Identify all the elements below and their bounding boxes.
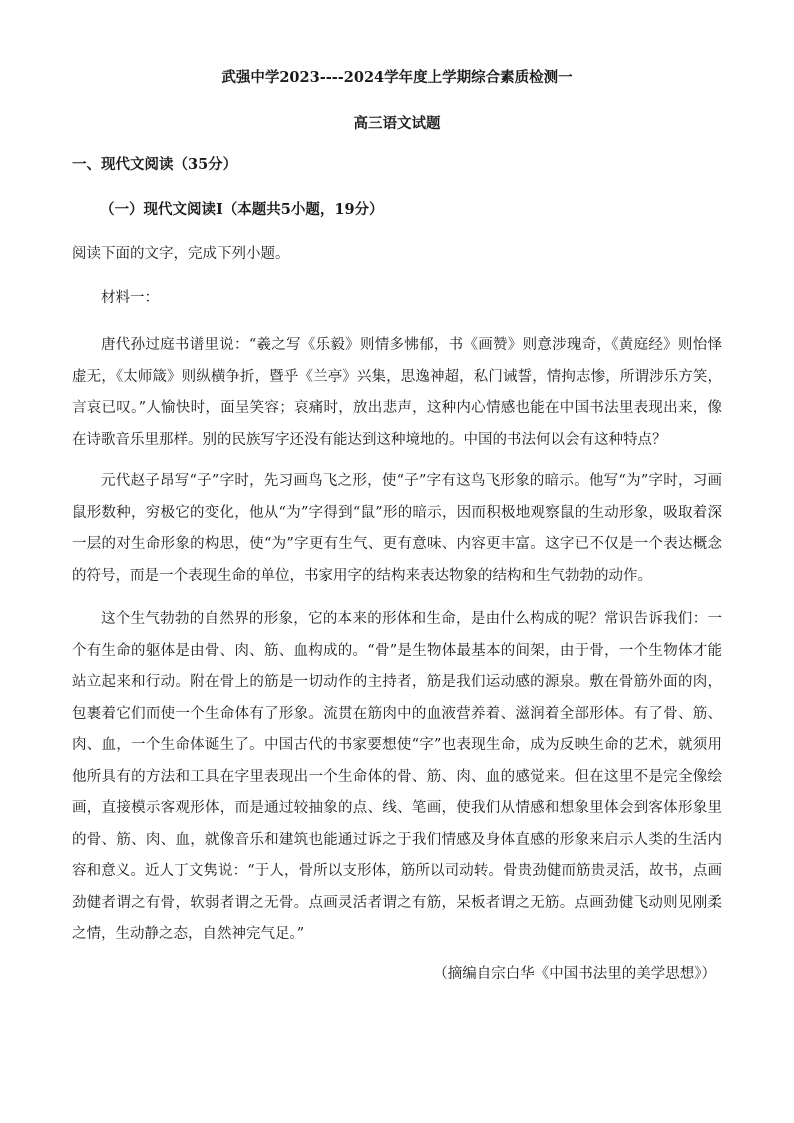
exam-title: 武强中学2023----2024学年度上学期综合素质检测一 <box>221 69 573 86</box>
source-citation: （摘编自宗白华《中国书法里的美学思想》） <box>433 966 716 982</box>
subject-title: 高三语文试题 <box>353 115 441 132</box>
material-label: 材料一： <box>101 290 159 306</box>
paragraph-3: 这个生气勃勃的自然界的形象，它的本来的形体和生命，是由什么构成的呢？常识告诉我们：一个有生命的躯体是由骨、肉、筋、血构成的。“骨”是生物体最基本的间架，由于骨，一个生物体才能站立起来和行动。附在骨上的筋是一切动作的主持者，筋是我们运动感的源泉。敷在骨筋外面的肉，包裹着它们而使一个生命体有了形象。流贯在筋肉中的血液营养着、滋润着全部形体。有了骨、筋、肉、血，一个生命体诞生了。中国古代的书家要想使“字”也表现生命，成为反映生命的艺术，就须用他所具有的方法和工具在字里表现出一个生命体的骨、筋、肉、血的感觉来。但在这里不是完全像绘画，直接模示客观形体，而是通过较抽象的点、线、笔画，使我们从情感和想象里体会到客体形象里的骨、筋、肉、血，就像音乐和建筑也能通过诉之于我们情感及身体直感的形象来启示人类的生活内容和意义。近人丁文隽说：“于人，骨所以支形体，筋所以司动转。骨贵劲健而筋贵灵活，故书，点画劲健者谓之有骨，软弱者谓之无骨。点画灵活者谓之有筋，呆板者谓之无筋。点画劲健飞动则见刚柔之情，生动静之态，自然神完气足。” <box>72 611 722 942</box>
section-subheading: （一）现代文阅读Ⅰ（本题共5小题，19分） <box>100 201 384 218</box>
instruction-text: 阅读下面的文字，完成下列小题。 <box>72 246 290 262</box>
paragraph-2: 元代赵子昂写“子”字时，先习画鸟飞之形，使“子”字有这鸟飞形象的暗示。他写“为”字时，习画鼠形数种，穷极它的变化，他从“为”字得到“鼠”形的暗示，因而积极地观察鼠的生动形象，吸取着深一层的对生命形象的构思，使“为”字更有生气、更有意味、内容更丰富。这字已不仅是一个表达概念的符号，而是一个表现生命的单位，书家用字的结构来表达物象的结构和生气勃勃的动作。 <box>72 473 722 584</box>
paragraph-1: 唐代孙过庭书谱里说：“羲之写《乐毅》则情多怫郁，书《画赞》则意涉瑰奇，《黄庭经》则怡怿虚无，《太师箴》则纵横争折，暨乎《兰亭》兴集，思逸神超，私门诫誓，情拘志惨，所谓涉乐方笑，言哀已叹。”人愉快时，面呈笑容；哀痛时，放出悲声，这种内心情感也能在中国书法里表现出来，像在诗歌音乐里那样。别的民族写字还没有能达到这种境地的。中国的书法何以会有这种特点？ <box>72 337 722 448</box>
section-heading: 一、现代文阅读（35分） <box>72 156 238 173</box>
